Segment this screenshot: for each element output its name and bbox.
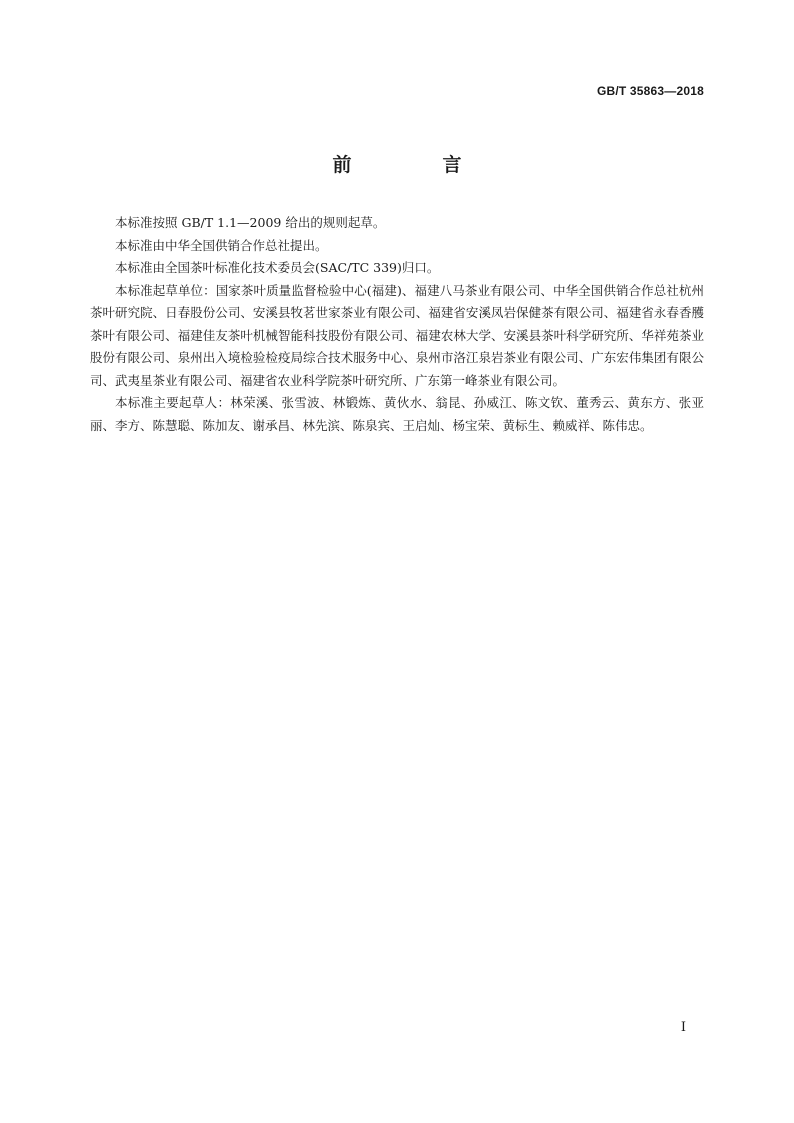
paragraph-drafting-rules: 本标准按照 GB/T 1.1—2009 给出的规则起草。: [115, 215, 386, 230]
paragraph-drafters: 本标准主要起草人：林荣溪、张雪波、林锻炼、黄伙水、翁昆、孙威江、陈文钦、董秀云、黄东方、张亚丽、李方、陈慧聪、陈加友、谢承昌、林先滨、陈泉宾、王启灿、杨宝荣、黄标生、赖威祥、陈伟忠。: [90, 395, 704, 433]
paragraph-drafting-units: 本标准起草单位：国家茶叶质量监督检验中心(福建)、福建八马茶业有限公司、中华全国供销合作总社杭州茶叶研究院、日春股份公司、安溪县牧茗世家茶业有限公司、福建省安溪凤岩保健茶有限公司、福建省永春香雘茶叶有限公司、福建佳友茶叶机械智能科技股份有限公司、福建农林大学、安溪县茶叶科学研究所、华祥苑茶业股份有限公司、泉州出入境检验检疫局综合技术服务中心、泉州市洛江泉岩茶业有限公司、广东宏伟集团有限公司、武夷星茶业有限公司、福建省农业科学院茶叶研究所、广东第一峰茶业有限公司。: [90, 282, 704, 388]
page-title: 前 言: [332, 154, 498, 176]
paragraph-committee: 本标准由全国茶叶标准化技术委员会(SAC/TC 339)归口。: [115, 260, 440, 275]
standard-code: GB/T 35863—2018: [596, 84, 704, 98]
paragraph-proposer: 本标准由中华全国供销合作总社提出。: [115, 237, 328, 253]
foreword-body: [90, 212, 704, 437]
page-number: I: [680, 1020, 686, 1035]
